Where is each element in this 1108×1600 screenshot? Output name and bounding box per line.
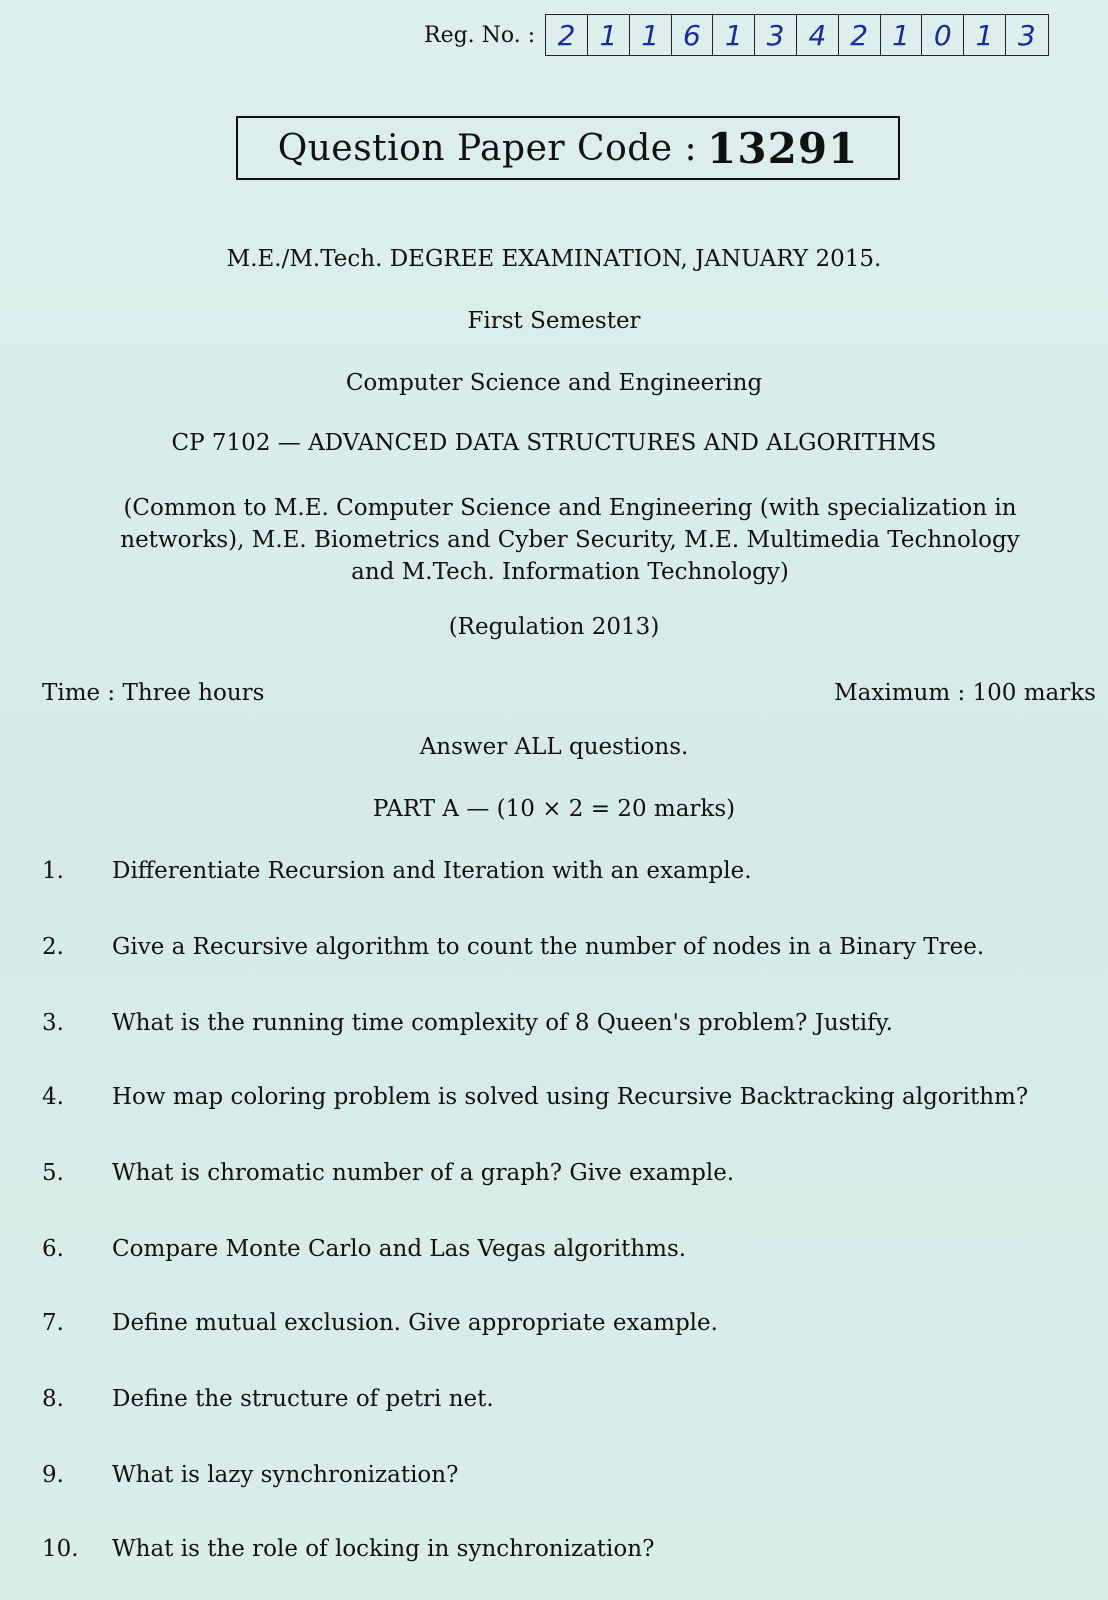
question-paper-code — [236, 116, 900, 180]
reg-digit: 4 — [797, 15, 839, 55]
question-item — [0, 1010, 1108, 1040]
question-number: 3. — [42, 1010, 64, 1036]
reg-no-boxes — [545, 14, 1049, 56]
question-item — [0, 1160, 1108, 1190]
reg-digit: 2 — [546, 15, 588, 55]
reg-no — [424, 14, 1049, 56]
question-number: 7. — [42, 1310, 64, 1336]
question-number: 4. — [42, 1084, 64, 1110]
question-item — [0, 1386, 1108, 1416]
question-number: 9. — [42, 1462, 64, 1488]
question-item — [0, 1462, 1108, 1492]
time-label: Time : Three hours — [42, 680, 265, 706]
question-item — [0, 1084, 1108, 1114]
question-number: 6. — [42, 1236, 64, 1262]
question-text: Give a Recursive algorithm to count the number of nodes in a Binary Tree. — [112, 934, 985, 960]
course-title: CP 7102 — ADVANCED DATA STRUCTURES AND ALGORITHMS — [171, 430, 937, 456]
reg-digit: 3 — [755, 15, 797, 55]
question-text: Define the structure of petri net. — [112, 1386, 494, 1412]
code-label: Question Paper Code : — [277, 127, 698, 169]
question-item — [0, 1310, 1108, 1340]
question-number: 2. — [42, 934, 64, 960]
question-text: Differentiate Recursion and Iteration with an example. — [112, 858, 752, 884]
question-number: 1. — [42, 858, 64, 884]
question-item — [0, 858, 1108, 888]
common-line: (Common to M.E. Computer Science and Engineering (with specialization in — [123, 495, 1017, 521]
question-item — [0, 934, 1108, 964]
question-text: What is the running time complexity of 8 Queen's problem? Justify. — [112, 1010, 893, 1036]
instruction: Answer ALL questions. — [419, 734, 689, 760]
code-value: 13291 — [707, 123, 859, 173]
reg-digit: 1 — [630, 15, 672, 55]
reg-digit: 0 — [922, 15, 964, 55]
exam-title: M.E./M.Tech. DEGREE EXAMINATION, JANUARY 2015. — [226, 246, 882, 272]
question-text: How map coloring problem is solved using Recursive Backtracking algorithm? — [112, 1084, 1029, 1110]
reg-digit: 1 — [713, 15, 755, 55]
question-number: 8. — [42, 1386, 64, 1412]
common-to-note — [60, 492, 1080, 588]
max-marks: Maximum : 100 marks — [834, 680, 1096, 706]
reg-digit: 2 — [839, 15, 881, 55]
reg-digit: 3 — [1017, 18, 1036, 52]
question-item — [0, 1536, 1108, 1566]
question-text: What is the role of locking in synchronization? — [112, 1536, 655, 1562]
reg-digit: 1 — [881, 15, 923, 55]
question-text: Define mutual exclusion. Give appropriate example. — [112, 1310, 718, 1336]
question-number: 5. — [42, 1160, 64, 1186]
question-item — [0, 1236, 1108, 1266]
question-number: 10. — [42, 1536, 79, 1562]
question-text: What is chromatic number of a graph? Give example. — [112, 1160, 735, 1186]
common-line: and M.Tech. Information Technology) — [351, 559, 789, 585]
reg-digit: 6 — [672, 15, 714, 55]
part-heading: PART A — (10 × 2 = 20 marks) — [372, 796, 736, 822]
reg-digit: 1 — [588, 15, 630, 55]
reg-no-label: Reg. No. : — [424, 22, 536, 48]
regulation: (Regulation 2013) — [448, 614, 660, 640]
semester: First Semester — [467, 308, 641, 334]
department: Computer Science and Engineering — [345, 370, 763, 396]
common-line: networks), M.E. Biometrics and Cyber Security, M.E. Multimedia Technology — [120, 527, 1020, 553]
question-text: Compare Monte Carlo and Las Vegas algorithms. — [112, 1236, 687, 1262]
reg-digit: 1 — [964, 15, 1006, 55]
question-text: What is lazy synchronization? — [112, 1462, 459, 1488]
